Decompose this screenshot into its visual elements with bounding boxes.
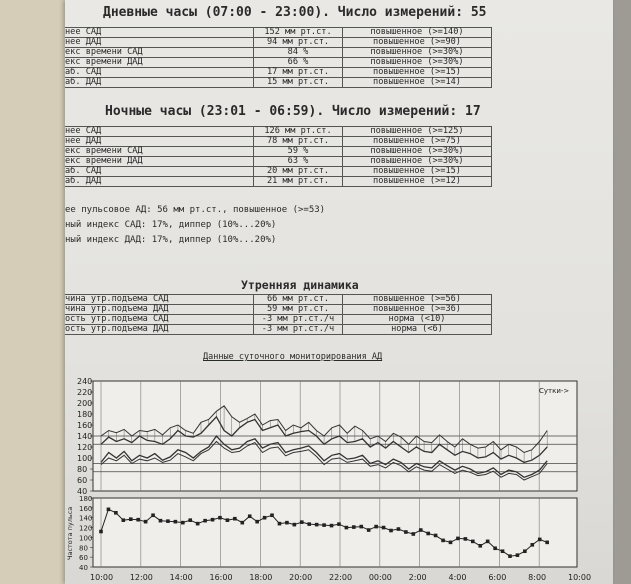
bp-y-tick-label: 200 <box>77 399 93 408</box>
hr-point <box>159 519 163 523</box>
x-tick-label: 22:00 <box>329 573 353 582</box>
row-status: повышенное (>=15) <box>343 167 492 177</box>
bp-y-tick-label: 180 <box>77 410 93 419</box>
hr-point <box>307 522 311 526</box>
row-status: повышенное (>=30%) <box>343 157 492 167</box>
bp-y-tick-label: 40 <box>77 487 88 496</box>
hr-point <box>255 520 259 524</box>
hr-point <box>211 518 215 522</box>
row-status: повышенное (>=90) <box>343 38 492 48</box>
row-label: екс времени САД <box>65 48 254 58</box>
row-status: повышенное (>=140) <box>343 28 492 38</box>
hr-point <box>129 517 133 521</box>
hr-point <box>471 540 475 544</box>
hr-point <box>530 543 534 547</box>
row-value: 59 мм рт.ст. <box>254 305 343 315</box>
hr-point <box>367 528 371 532</box>
bp-y-tick-label: 160 <box>77 421 93 430</box>
hr-plot-frame <box>93 498 577 567</box>
row-value: 20 мм рт.ст. <box>254 167 343 177</box>
pulse-pressure-line: ее пульсовое АД: 56 мм рт.ст., повышенное (>=53) <box>65 205 326 215</box>
row-value: 63 % <box>254 157 343 167</box>
row-value: 94 мм рт.ст. <box>254 38 343 48</box>
report-page <box>65 0 613 584</box>
x-tick-label: 10:00 <box>568 573 592 582</box>
night-index-dad-line: ный индекс ДАД: 17%, диппер (10%...20%) <box>65 235 277 245</box>
hr-point <box>397 527 401 531</box>
hr-point <box>188 518 192 522</box>
hr-point <box>374 525 378 529</box>
night-section-title: Ночные часы (23:01 - 06:59). Число измерений: 17 <box>105 104 481 119</box>
hr-point <box>464 537 468 541</box>
hr-point <box>122 518 126 522</box>
hr-point <box>412 532 416 536</box>
x-tick-label: 16:00 <box>209 573 233 582</box>
hr-y-tick-label: 100 <box>79 534 93 543</box>
row-label: екс времени ДАД <box>65 157 254 167</box>
hr-point <box>263 516 267 520</box>
x-tick-label: 12:00 <box>129 573 153 582</box>
hr-point <box>293 523 297 527</box>
hr-point <box>382 526 386 530</box>
hr-y-tick-label: 140 <box>79 514 93 523</box>
row-value: 126 мм рт.ст. <box>254 127 343 137</box>
morning-section-title: Утренняя динамика <box>241 278 359 292</box>
hr-point <box>359 525 363 529</box>
hr-point <box>449 541 453 545</box>
hr-y-tick-label: 160 <box>79 504 93 513</box>
x-tick-label: 10:00 <box>90 573 114 582</box>
day-section-title: Дневные часы (07:00 - 23:00). Число измерений: 55 <box>103 5 487 20</box>
row-value: -3 мм рт.ст./ч <box>254 325 343 335</box>
x-tick-label: 18:00 <box>249 573 273 582</box>
hr-y-tick-label: 60 <box>79 554 88 563</box>
row-value: -3 мм рт.ст./ч <box>254 315 343 325</box>
row-label: ость утр.подъема САД <box>65 315 254 325</box>
row-status: повышенное (>=30%) <box>343 147 492 157</box>
hr-point <box>218 516 222 520</box>
bp-legend-label: Сутки-> <box>539 387 570 395</box>
hr-point <box>478 544 482 548</box>
hr-point <box>114 511 118 515</box>
hr-point <box>389 529 393 533</box>
page-edge <box>613 0 631 584</box>
row-value: 78 мм рт.ст. <box>254 137 343 147</box>
hr-point <box>486 540 490 544</box>
hr-point <box>538 538 542 542</box>
hr-point <box>248 514 252 518</box>
hr-y-tick-label: 80 <box>79 544 88 553</box>
row-value: 21 мм рт.ст. <box>254 177 343 187</box>
hr-point <box>404 530 408 534</box>
row-label: аб. ДАД <box>65 78 254 88</box>
row-status: норма (<10) <box>343 315 492 325</box>
row-label: екс времени САД <box>65 147 254 157</box>
hr-point <box>270 513 274 517</box>
hr-point <box>181 521 185 525</box>
hr-y-tick-label: 180 <box>79 495 93 503</box>
hr-point <box>315 523 319 527</box>
hr-point <box>322 523 326 527</box>
row-value: 66 % <box>254 58 343 68</box>
hr-point <box>434 534 438 538</box>
hr-point <box>493 546 497 550</box>
hr-point <box>240 521 244 525</box>
x-tick-label: 8:00 <box>528 573 547 582</box>
bp-y-tick-label: 140 <box>77 432 93 441</box>
hr-point <box>226 518 230 522</box>
x-tick-label: 2:00 <box>408 573 427 582</box>
hr-point <box>203 519 207 523</box>
row-label: чина утр.подъема САД <box>65 295 254 305</box>
bp-y-tick-label: 80 <box>77 465 88 474</box>
x-tick-label: 4:00 <box>448 573 467 582</box>
hr-point <box>456 537 460 541</box>
monitoring-chart <box>65 0 613 584</box>
hr-point <box>300 520 304 524</box>
bp-y-tick-label: 100 <box>77 454 93 463</box>
row-label: аб. ДАД <box>65 177 254 187</box>
row-label: нее САД <box>65 28 254 38</box>
x-tick-label: 20:00 <box>289 573 313 582</box>
hr-point <box>523 549 527 553</box>
row-label: екс времени ДАД <box>65 58 254 68</box>
hr-point <box>337 522 341 526</box>
night-index-sad-line: ный индекс САД: 17%, диппер (10%...20%) <box>65 220 277 230</box>
hr-point <box>151 513 155 517</box>
row-label: чина утр.подъема ДАД <box>65 305 254 315</box>
row-status: повышенное (>=14) <box>343 78 492 88</box>
row-label: нее ДАД <box>65 38 254 48</box>
hr-point <box>330 524 334 528</box>
bp-y-tick-label: 120 <box>77 443 93 452</box>
row-value: 17 мм рт.ст. <box>254 68 343 78</box>
hr-y-tick-label: 40 <box>79 564 88 572</box>
hr-point <box>107 508 111 512</box>
hr-point <box>144 520 148 524</box>
row-status: норма (<6) <box>343 325 492 335</box>
row-label: ость утр.подъема ДАД <box>65 325 254 335</box>
row-label: аб. САД <box>65 167 254 177</box>
hr-point <box>166 519 170 523</box>
row-label: нее САД <box>65 127 254 137</box>
row-status: повышенное (>=30%) <box>343 48 492 58</box>
hr-point <box>508 554 512 558</box>
hr-point <box>441 539 445 543</box>
hr-point <box>136 518 140 522</box>
x-tick-label: 6:00 <box>488 573 507 582</box>
row-status: повышенное (>=12) <box>343 177 492 187</box>
x-tick-label: 14:00 <box>169 573 193 582</box>
row-value: 59 % <box>254 147 343 157</box>
hr-point <box>233 517 237 521</box>
x-tick-label: 00:00 <box>368 573 392 582</box>
hr-point <box>426 532 430 536</box>
hr-point <box>545 541 549 545</box>
row-value: 15 мм рт.ст. <box>254 78 343 88</box>
hr-point <box>278 522 282 526</box>
row-value: 152 мм рт.ст. <box>254 28 343 38</box>
hr-point <box>345 526 349 530</box>
hr-point <box>285 521 289 525</box>
row-value: 84 % <box>254 48 343 58</box>
row-label: нее ДАД <box>65 137 254 147</box>
hr-point <box>174 520 178 524</box>
hr-point <box>501 549 505 553</box>
row-label: аб. САД <box>65 68 254 78</box>
hr-point <box>196 522 200 526</box>
bp-y-tick-label: 220 <box>77 388 93 397</box>
hr-point <box>419 528 423 532</box>
chart-title: Данные суточного мониторирования АД <box>203 352 383 362</box>
hr-y-tick-label: 120 <box>79 524 93 533</box>
row-status: повышенное (>=75) <box>343 137 492 147</box>
row-status: повышенное (>=125) <box>343 127 492 137</box>
row-status: повышенное (>=15) <box>343 68 492 78</box>
row-value: 66 мм рт.ст. <box>254 295 343 305</box>
hr-point <box>352 525 356 529</box>
bp-y-tick-label: 60 <box>77 476 88 485</box>
row-status: повышенное (>=56) <box>343 295 492 305</box>
row-status: повышенное (>=30%) <box>343 58 492 68</box>
hr-point <box>99 530 103 534</box>
hr-point <box>516 553 520 557</box>
row-status: повышенное (>=36) <box>343 305 492 315</box>
hr-y-axis-label: Частота пульса <box>66 506 74 560</box>
bp-y-tick-label: 240 <box>77 377 93 386</box>
